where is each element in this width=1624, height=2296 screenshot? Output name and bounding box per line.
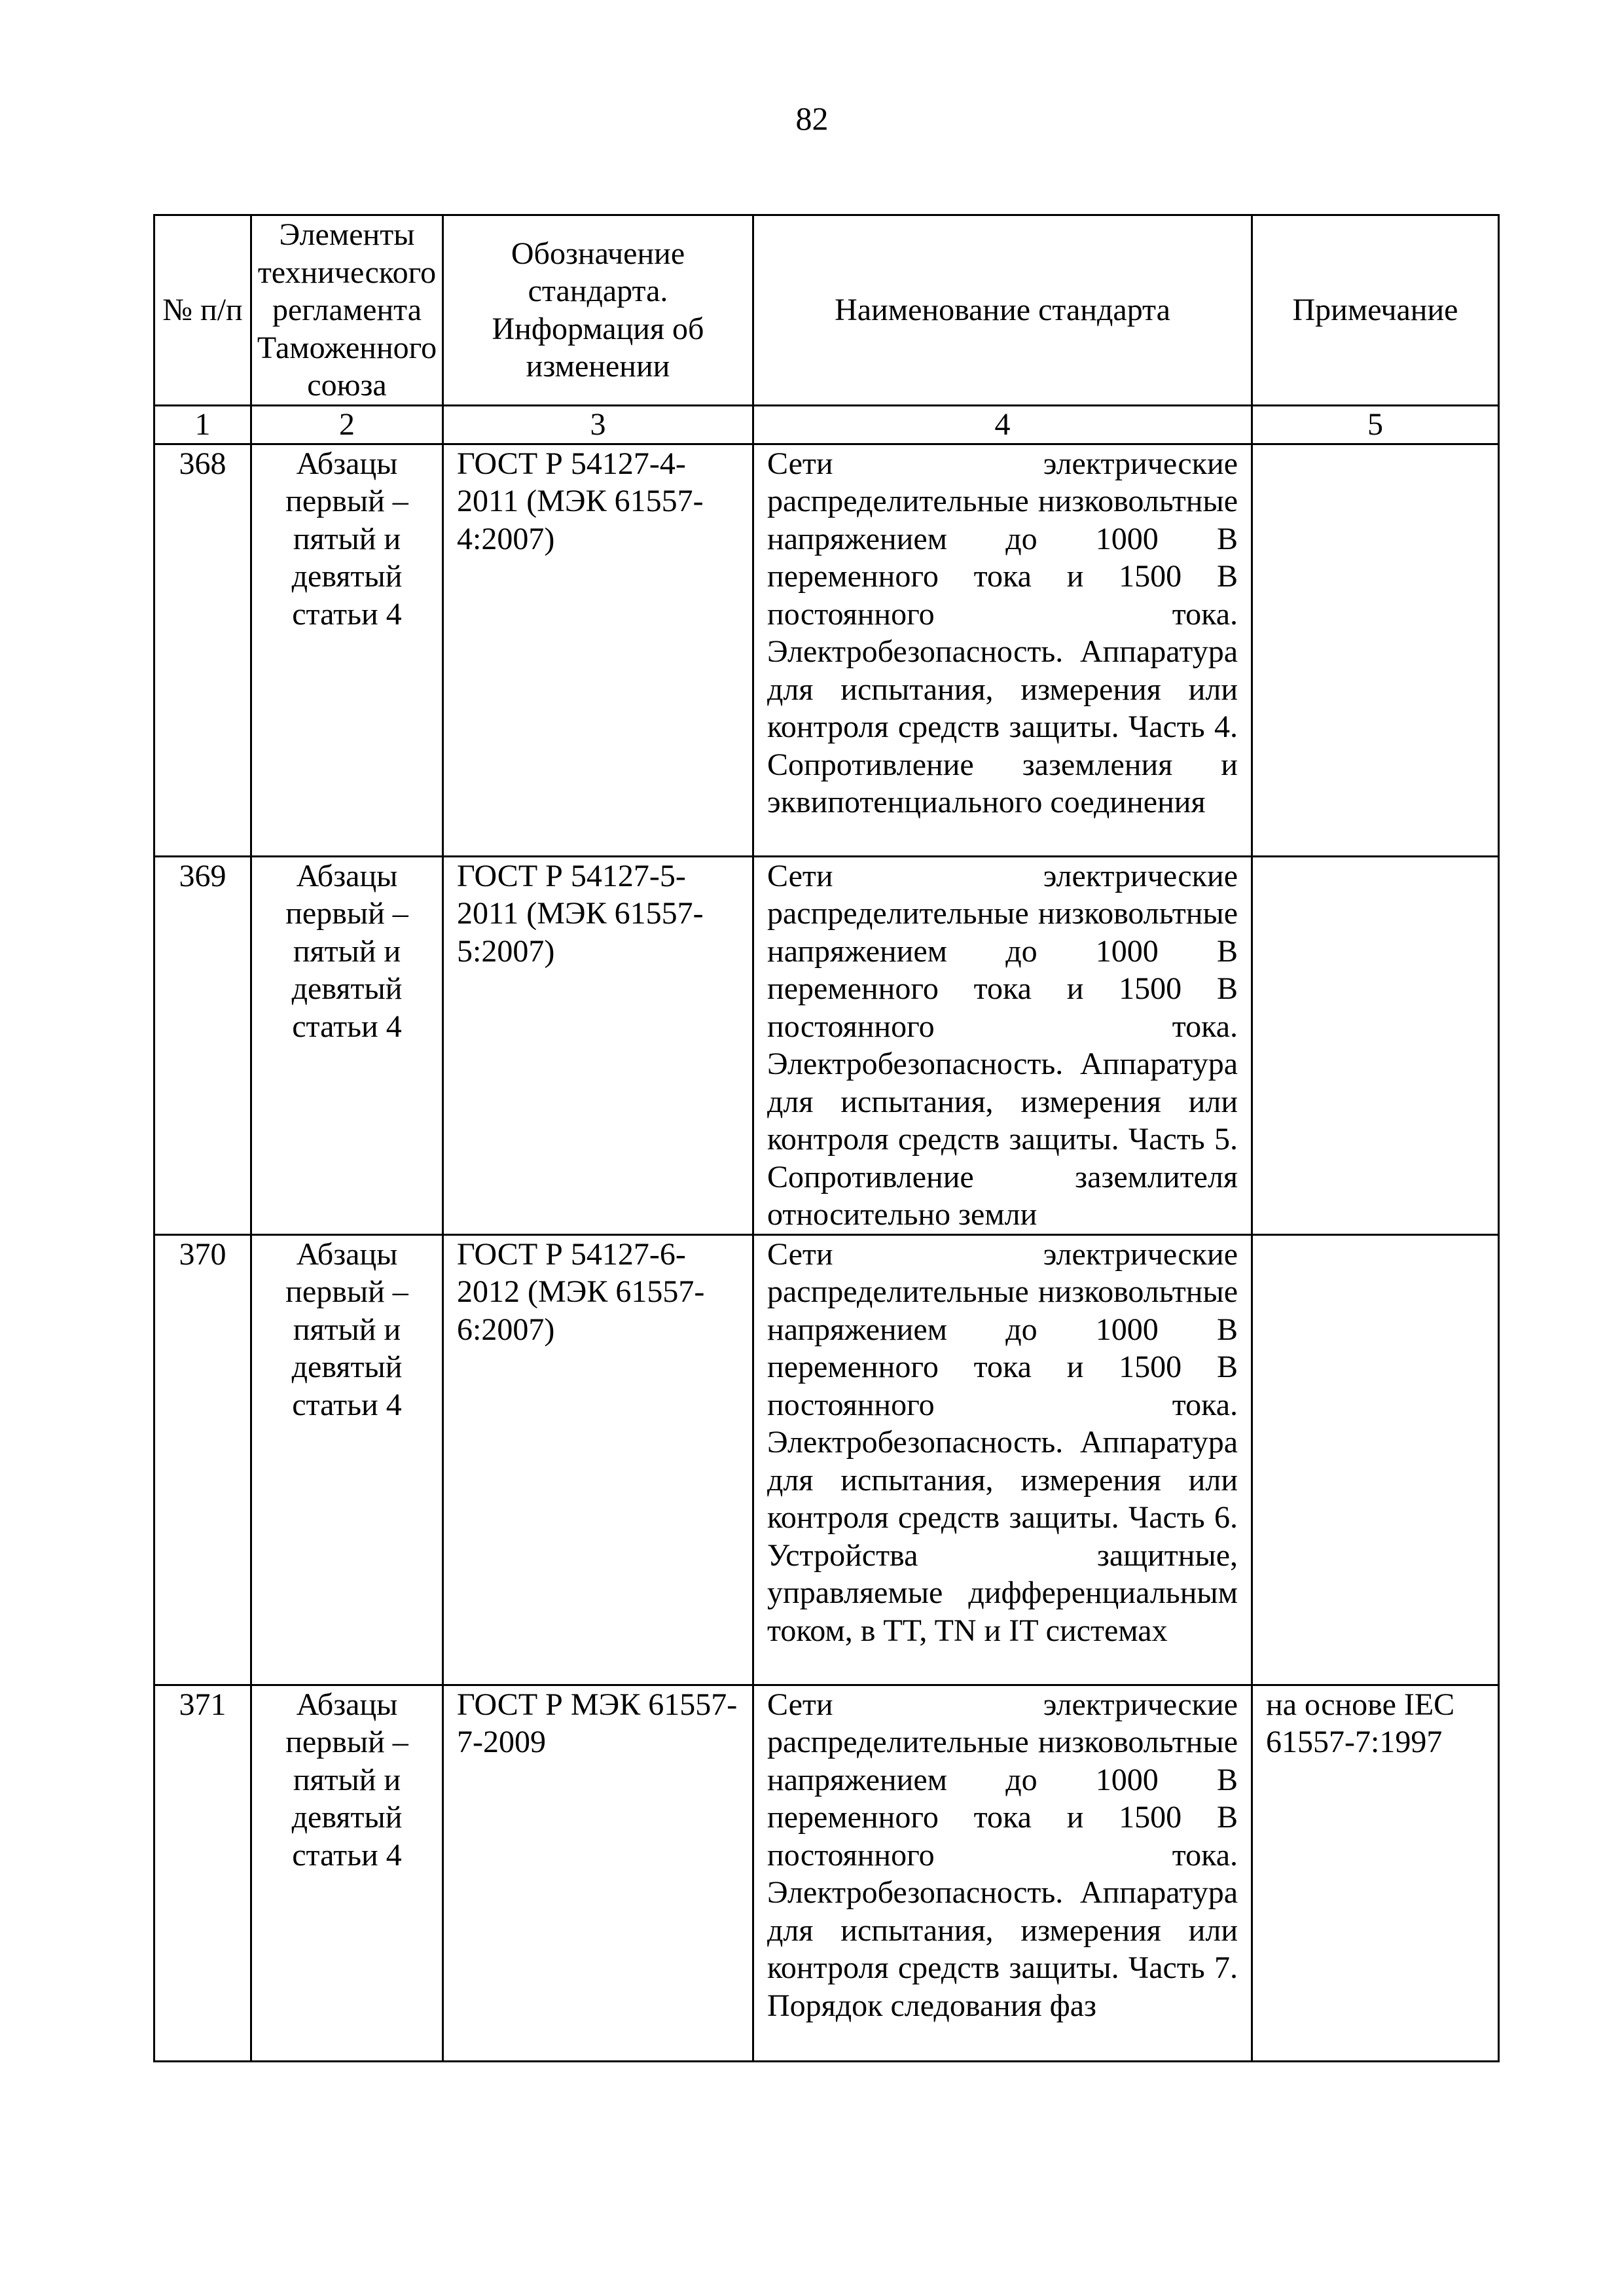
row-num: 370 xyxy=(154,1234,251,1685)
table-header-row xyxy=(154,215,1499,406)
row-designation: ГОСТ Р МЭК 61557-7-2009 xyxy=(443,1685,753,2061)
standards-table xyxy=(153,214,1500,2062)
column-number: 1 xyxy=(154,405,251,444)
column-number: 4 xyxy=(753,405,1252,444)
column-number: 2 xyxy=(251,405,443,444)
table-row xyxy=(154,444,1499,856)
column-number-row xyxy=(154,405,1499,444)
row-standard-name: Сети электрические распределительные низковольтные напряжением до 1000 В переменного тока и 1500 В постоянного тока. Электробезопасность. Аппаратура для испытания, измерения или контроля средств защиты. Часть 4. Сопротивление заземления и эквипотенциального соединения xyxy=(753,444,1252,856)
table-row xyxy=(154,1234,1499,1685)
row-designation: ГОСТ Р 54127-6-2012 (МЭК 61557-6:2007) xyxy=(443,1234,753,1685)
row-standard-name: Сети электрические распределительные низковольтные напряжением до 1000 В переменного тока и 1500 В постоянного тока. Электробезопасность. Аппаратура для испытания, измерения или контроля средств защиты. Часть 5. Сопротивление заземлителя относительно земли xyxy=(753,856,1252,1234)
row-note xyxy=(1252,1234,1499,1685)
row-designation: ГОСТ Р 54127-5-2011 (МЭК 61557-5:2007) xyxy=(443,856,753,1234)
row-elements: Абзацы первый – пятый и девятый статьи 4 xyxy=(251,1685,443,2061)
header-elements: Элементы технического регламента Таможенного союза xyxy=(251,215,443,406)
row-num: 368 xyxy=(154,444,251,856)
row-elements: Абзацы первый – пятый и девятый статьи 4 xyxy=(251,856,443,1234)
table-row xyxy=(154,856,1499,1234)
row-num: 369 xyxy=(154,856,251,1234)
row-note xyxy=(1252,856,1499,1234)
header-designation: Обозначение стандарта. Информация об изменении xyxy=(443,215,753,406)
row-num: 371 xyxy=(154,1685,251,2061)
column-number: 3 xyxy=(443,405,753,444)
row-designation: ГОСТ Р 54127-4-2011 (МЭК 61557-4:2007) xyxy=(443,444,753,856)
row-standard-name: Сети электрические распределительные низковольтные напряжением до 1000 В переменного тока и 1500 В постоянного тока. Электробезопасность. Аппаратура для испытания, измерения или контроля средств защиты. Часть 7. Порядок следования фаз xyxy=(753,1685,1252,2061)
row-elements: Абзацы первый – пятый и девятый статьи 4 xyxy=(251,1234,443,1685)
row-elements: Абзацы первый – пятый и девятый статьи 4 xyxy=(251,444,443,856)
row-standard-name: Сети электрические распределительные низковольтные напряжением до 1000 В переменного тока и 1500 В постоянного тока. Электробезопасность. Аппаратура для испытания, измерения или контроля средств защиты. Часть 6. Устройства защитные, управляемые дифференциальным током, в TT, TN и IT системах xyxy=(753,1234,1252,1685)
row-note: на основе IEC 61557-7:1997 xyxy=(1252,1685,1499,2061)
header-num: № п/п xyxy=(154,215,251,406)
column-number: 5 xyxy=(1252,405,1499,444)
table-row xyxy=(154,1685,1499,2061)
header-note: Примечание xyxy=(1252,215,1499,406)
header-name: Наименование стандарта xyxy=(753,215,1252,406)
row-note xyxy=(1252,444,1499,856)
page-number: 82 xyxy=(795,100,829,137)
